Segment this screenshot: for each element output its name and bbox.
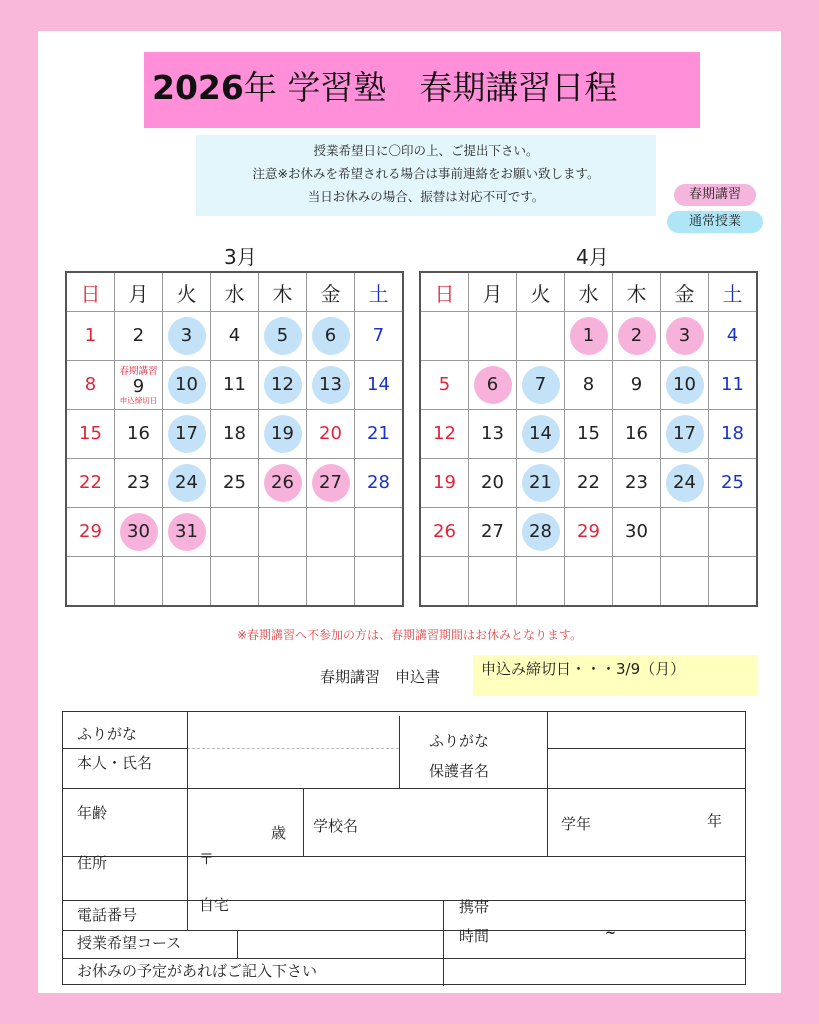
calendar-day-cell[interactable] xyxy=(661,312,709,361)
calendar-day-cell[interactable] xyxy=(355,410,404,459)
guardian-name-label: 保護者名 xyxy=(429,762,490,780)
postal-mark: 〒 xyxy=(199,850,215,868)
day-number: 28 xyxy=(522,513,560,551)
application-sheet xyxy=(38,31,781,993)
calendar-day-cell[interactable] xyxy=(355,312,404,361)
day-number: 21 xyxy=(367,423,390,444)
calendar-day-cell[interactable] xyxy=(613,361,661,410)
student-name-label: 本人・氏名 xyxy=(77,754,153,772)
april-calendar xyxy=(419,271,758,607)
calendar-day-cell[interactable] xyxy=(420,508,469,557)
calendar-day-cell[interactable] xyxy=(211,508,259,557)
weekday-header: 水 xyxy=(565,272,613,312)
day-number: 8 xyxy=(84,374,97,395)
calendar-week xyxy=(420,410,757,459)
day-number: 22 xyxy=(79,472,102,493)
calendar-day-cell[interactable] xyxy=(211,459,259,508)
calendar-day-cell[interactable] xyxy=(115,508,163,557)
day-number: 25 xyxy=(721,472,744,493)
day-number: 5 xyxy=(438,374,451,395)
calendar-day-cell[interactable] xyxy=(163,508,211,557)
calendar-day-cell[interactable] xyxy=(469,459,517,508)
day-number: 14 xyxy=(522,415,560,453)
calendar-day-cell[interactable] xyxy=(469,312,517,361)
calendar-day-cell[interactable] xyxy=(661,361,709,410)
calendar-day-cell[interactable] xyxy=(66,312,115,361)
grade-label: 学年 xyxy=(561,815,592,833)
calendar-day-cell[interactable] xyxy=(307,459,355,508)
march-label: 3月 xyxy=(224,245,257,269)
calendar-day-cell[interactable] xyxy=(517,312,565,361)
calendar-day-cell[interactable] xyxy=(565,557,613,607)
day-number: 29 xyxy=(577,521,600,542)
day-number: 18 xyxy=(223,423,246,444)
calendar-day-cell[interactable] xyxy=(163,557,211,607)
divider xyxy=(399,716,400,788)
calendar-week xyxy=(420,361,757,410)
day-number: 16 xyxy=(127,423,150,444)
calendar-day-cell[interactable] xyxy=(469,361,517,410)
calendar-week xyxy=(66,459,403,508)
calendar-day-cell[interactable] xyxy=(259,557,307,607)
weekday-header: 水 xyxy=(211,272,259,312)
calendar-day-cell[interactable] xyxy=(66,459,115,508)
weekday-header: 月 xyxy=(469,272,517,312)
day-number: 10 xyxy=(168,366,206,404)
school-name-label: 学校名 xyxy=(313,817,359,835)
day-number: 13 xyxy=(312,366,350,404)
day-number: 1 xyxy=(84,325,97,346)
day-number: 14 xyxy=(367,374,390,395)
deadline-box: 申込み締切日・・・3/9（月） xyxy=(473,655,758,696)
calendar-day-cell[interactable] xyxy=(613,459,661,508)
calendar-week xyxy=(420,508,757,557)
legend-spring-course: 春期講習 xyxy=(674,184,756,206)
home-phone-label: 自宅 xyxy=(199,896,230,914)
divider xyxy=(547,788,548,856)
weekday-header: 月 xyxy=(115,272,163,312)
notice-line: 注意※お休みを希望される場合は事前連絡をお願い致します。 xyxy=(252,166,600,181)
calendar-day-cell[interactable] xyxy=(66,410,115,459)
calendar-day-cell[interactable] xyxy=(709,361,758,410)
weekday-header: 木 xyxy=(259,272,307,312)
guardian-furigana-label: ふりがな xyxy=(429,732,490,750)
day-number: 12 xyxy=(264,366,302,404)
weekday-header: 木 xyxy=(613,272,661,312)
calendar-day-cell[interactable] xyxy=(163,312,211,361)
calendar-day-cell[interactable] xyxy=(259,410,307,459)
calendar-day-cell[interactable] xyxy=(420,459,469,508)
divider xyxy=(63,900,746,901)
day-number: 10 xyxy=(666,366,704,404)
day-number: 20 xyxy=(481,472,504,493)
calendar-day-cell[interactable] xyxy=(355,361,404,410)
day-number: 9 xyxy=(132,376,145,397)
weekday-header: 金 xyxy=(661,272,709,312)
day-number: 15 xyxy=(79,423,102,444)
calendar-day-cell[interactable] xyxy=(517,557,565,607)
day-number: 19 xyxy=(433,472,456,493)
divider xyxy=(187,748,399,749)
divider xyxy=(63,748,187,749)
calendar-day-cell[interactable] xyxy=(115,361,163,410)
day-number: 13 xyxy=(481,423,504,444)
weekday-header: 日 xyxy=(420,272,469,312)
calendar-week xyxy=(420,459,757,508)
absence-label: お休みの予定があればご記入下さい xyxy=(77,962,318,980)
day-number: 1 xyxy=(570,317,608,355)
calendar-week xyxy=(420,312,757,361)
calendar-day-cell[interactable] xyxy=(307,508,355,557)
calendar-day-cell[interactable] xyxy=(613,508,661,557)
calendar-day-cell[interactable] xyxy=(211,557,259,607)
day-number: 23 xyxy=(625,472,648,493)
day-number: 3 xyxy=(666,317,704,355)
divider xyxy=(187,856,188,930)
divider xyxy=(237,930,238,958)
calendar-day-cell[interactable] xyxy=(163,459,211,508)
calendar-day-cell[interactable] xyxy=(115,557,163,607)
calendar-day-cell[interactable] xyxy=(709,410,758,459)
calendar-week xyxy=(420,557,757,607)
day-number: 30 xyxy=(625,521,648,542)
calendar-day-cell[interactable] xyxy=(259,459,307,508)
calendar-day-cell[interactable] xyxy=(469,410,517,459)
calendar-day-cell[interactable] xyxy=(613,557,661,607)
calendar-day-cell[interactable] xyxy=(66,557,115,607)
deadline-note: 申込締切日 xyxy=(119,396,158,405)
day-number: 27 xyxy=(312,464,350,502)
calendar-day-cell[interactable] xyxy=(420,557,469,607)
calendar-day-cell[interactable] xyxy=(259,361,307,410)
calendar-day-cell[interactable] xyxy=(613,410,661,459)
non-participation-warning: ※春期講習へ不参加の方は、春期講習期間はお休みとなります。 xyxy=(236,628,583,642)
calendar-day-cell[interactable] xyxy=(66,508,115,557)
weekday-header: 土 xyxy=(355,272,404,312)
calendar-day-cell[interactable] xyxy=(709,312,758,361)
day-number: 24 xyxy=(168,464,206,502)
calendar-day-cell[interactable] xyxy=(211,410,259,459)
title-year: 2026 xyxy=(152,68,244,107)
calendar-day-cell[interactable] xyxy=(355,557,404,607)
day-number: 31 xyxy=(168,513,206,551)
calendar-day-cell[interactable] xyxy=(420,410,469,459)
day-number: 4 xyxy=(726,325,739,346)
day-number: 29 xyxy=(79,521,102,542)
calendar-day-cell[interactable] xyxy=(307,312,355,361)
calendar-day-cell[interactable] xyxy=(355,459,404,508)
day-number: 5 xyxy=(264,317,302,355)
furigana-label: ふりがな xyxy=(77,725,138,743)
day-number: 24 xyxy=(666,464,704,502)
calendar-day-cell[interactable] xyxy=(661,508,709,557)
spring-course-note: 春期講習 xyxy=(119,366,158,377)
april-label: 4月 xyxy=(576,245,609,269)
calendar-day-cell[interactable] xyxy=(66,361,115,410)
calendar-day-cell[interactable] xyxy=(307,557,355,607)
calendar-day-cell[interactable] xyxy=(163,361,211,410)
day-number: 26 xyxy=(264,464,302,502)
calendar-day-cell[interactable] xyxy=(565,410,613,459)
calendar-day-cell[interactable] xyxy=(565,312,613,361)
phone-label: 電話番号 xyxy=(77,906,138,924)
notice-line: 当日お休みの場合、振替は対応不可です。 xyxy=(307,189,545,204)
day-number: 17 xyxy=(666,415,704,453)
calendar-day-cell[interactable] xyxy=(259,312,307,361)
application-form-label: 春期講習 申込書 xyxy=(320,668,441,686)
day-number: 25 xyxy=(223,472,246,493)
calendar-day-cell[interactable] xyxy=(709,459,758,508)
day-number: 9 xyxy=(630,374,643,395)
page-title xyxy=(144,52,700,128)
divider xyxy=(63,856,746,857)
calendar-day-cell[interactable] xyxy=(709,557,758,607)
day-number: 2 xyxy=(618,317,656,355)
calendar-day-cell[interactable] xyxy=(661,557,709,607)
calendar-day-cell[interactable] xyxy=(661,459,709,508)
weekday-header: 火 xyxy=(163,272,211,312)
calendar-day-cell[interactable] xyxy=(613,312,661,361)
calendar-day-cell[interactable] xyxy=(211,361,259,410)
day-number: 23 xyxy=(127,472,150,493)
divider xyxy=(63,930,746,931)
day-number: 3 xyxy=(168,317,206,355)
age-unit: 歳 xyxy=(271,824,287,842)
divider xyxy=(63,958,746,959)
day-number: 6 xyxy=(312,317,350,355)
divider xyxy=(547,712,548,788)
calendar-day-cell[interactable] xyxy=(517,508,565,557)
calendar-day-cell[interactable] xyxy=(115,312,163,361)
day-number: 28 xyxy=(367,472,390,493)
time-separator: ~ xyxy=(605,926,616,941)
day-number: 22 xyxy=(577,472,600,493)
calendar-day-cell[interactable] xyxy=(259,508,307,557)
day-number: 4 xyxy=(228,325,241,346)
address-label: 住所 xyxy=(77,854,108,872)
calendar-day-cell[interactable] xyxy=(307,410,355,459)
day-number: 18 xyxy=(721,423,744,444)
time-label: 時間 xyxy=(459,927,490,945)
calendar-day-cell[interactable] xyxy=(709,508,758,557)
day-number: 7 xyxy=(372,325,385,346)
calendar-day-cell[interactable] xyxy=(565,459,613,508)
calendar-day-cell[interactable] xyxy=(517,459,565,508)
divider xyxy=(303,788,304,856)
calendar-day-cell[interactable] xyxy=(469,508,517,557)
calendar-day-cell[interactable] xyxy=(517,410,565,459)
day-number: 7 xyxy=(522,366,560,404)
grade-unit: 年 xyxy=(707,812,723,830)
calendar-day-cell[interactable] xyxy=(469,557,517,607)
day-number: 30 xyxy=(120,513,158,551)
calendar-day-cell[interactable] xyxy=(661,410,709,459)
day-number: 17 xyxy=(168,415,206,453)
application-form xyxy=(62,711,746,985)
legend-regular-class: 通常授業 xyxy=(667,211,763,233)
calendar-day-cell[interactable] xyxy=(565,508,613,557)
course-label: 授業希望コース xyxy=(77,934,182,952)
day-number: 6 xyxy=(474,366,512,404)
calendar-day-cell[interactable] xyxy=(307,361,355,410)
day-number: 26 xyxy=(433,521,456,542)
calendar-day-cell[interactable] xyxy=(517,361,565,410)
calendar-week xyxy=(66,312,403,361)
day-number: 19 xyxy=(264,415,302,453)
notice-box xyxy=(196,135,656,216)
mobile-phone-label: 携帯 xyxy=(459,898,490,916)
calendar-week xyxy=(66,508,403,557)
march-calendar xyxy=(65,271,404,607)
calendar-week xyxy=(66,557,403,607)
weekday-header: 火 xyxy=(517,272,565,312)
day-number: 11 xyxy=(223,374,246,395)
weekday-header: 日 xyxy=(66,272,115,312)
day-number: 21 xyxy=(522,464,560,502)
weekday-header: 金 xyxy=(307,272,355,312)
calendar-day-cell[interactable] xyxy=(115,459,163,508)
calendar-day-cell[interactable] xyxy=(355,508,404,557)
day-number: 16 xyxy=(625,423,648,444)
day-number: 8 xyxy=(582,374,595,395)
day-number: 15 xyxy=(577,423,600,444)
weekday-header: 土 xyxy=(709,272,758,312)
divider xyxy=(63,788,746,789)
title-text: 年 学習塾 春期講習日程 xyxy=(243,68,618,107)
divider xyxy=(443,900,444,986)
calendar-week xyxy=(66,361,403,410)
notice-line: 授業希望日に〇印の上、ご提出下さい。 xyxy=(313,143,539,158)
day-number: 27 xyxy=(481,521,504,542)
day-number: 20 xyxy=(319,423,342,444)
calendar-day-cell[interactable] xyxy=(420,312,469,361)
divider xyxy=(187,712,188,856)
calendar-week xyxy=(66,410,403,459)
calendar-day-cell[interactable] xyxy=(420,361,469,410)
calendar-day-cell[interactable] xyxy=(211,312,259,361)
day-number: 11 xyxy=(721,374,744,395)
calendar-day-cell[interactable] xyxy=(565,361,613,410)
day-number: 12 xyxy=(433,423,456,444)
divider xyxy=(547,748,746,749)
calendar-day-cell[interactable] xyxy=(115,410,163,459)
calendar-day-cell[interactable] xyxy=(163,410,211,459)
age-label: 年齢 xyxy=(77,804,108,822)
day-number: 2 xyxy=(132,325,145,346)
